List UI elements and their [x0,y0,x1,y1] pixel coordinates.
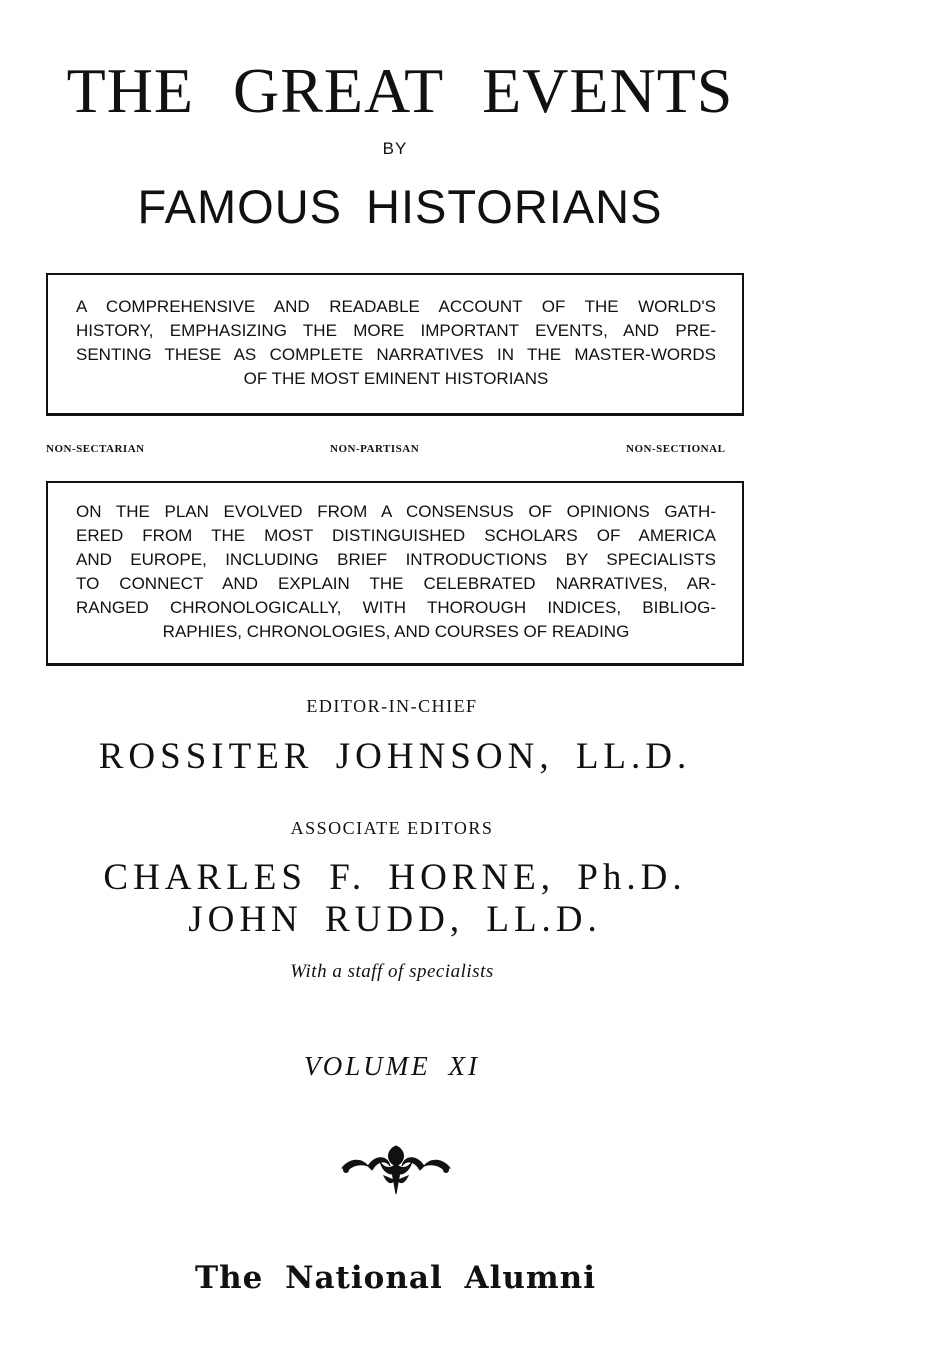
associate-editor-horne: CHARLES F. HORNE, Ph.D. [103,857,687,898]
description-line: SENTING THESE AS COMPLETE NARRATIVES IN THE MASTER-WORDS [76,345,716,364]
staff-note: With a staff of specialists [290,961,494,982]
editor-in-chief-name: ROSSITER JOHNSON, LL.D. [98,736,692,777]
tagline-non-sectional: NON-SECTIONAL [626,443,726,455]
plan-box [46,481,744,666]
publisher-name: The National Alumni [195,1260,596,1296]
book-subtitle: FAMOUS HISTORIANS [137,180,663,233]
associate-editors-label: ASSOCIATE EDITORS [290,818,494,838]
plan-line: ON THE PLAN EVOLVED FROM A CONSENSUS OF OPINIONS GATH- [76,502,716,521]
fleuron-ornament-icon [336,1140,456,1200]
plan-line: RANGED CHRONOLOGICALLY, WITH THOROUGH INDICES, BIBLIOG- [76,598,716,617]
description-box [46,273,744,416]
plan-line: ERED FROM THE MOST DISTINGUISHED SCHOLARS OF AMERICA [76,526,716,545]
title-by: BY [382,139,408,158]
description-line: HISTORY, EMPHASIZING THE MORE IMPORTANT EVENTS, AND PRE- [76,321,716,340]
description-line: OF THE MOST EMINENT HISTORIANS [243,369,549,388]
plan-line: RAPHIES, CHRONOLOGIES, AND COURSES OF READING [162,622,630,641]
tagline-non-sectarian: NON-SECTARIAN [46,443,145,455]
description-line: A COMPREHENSIVE AND READABLE ACCOUNT OF THE WORLD'S [76,297,716,316]
plan-line: TO CONNECT AND EXPLAIN THE CELEBRATED NARRATIVES, AR- [76,574,716,593]
tagline-non-partisan: NON-PARTISAN [330,443,420,455]
book-title: THE GREAT EVENTS [66,55,734,126]
editor-in-chief-label: EDITOR-IN-CHIEF [306,696,478,716]
volume-label: VOLUME XI [304,1051,480,1081]
associate-editor-rudd: JOHN RUDD, LL.D. [188,899,602,940]
plan-line: AND EUROPE, INCLUDING BRIEF INTRODUCTIONS BY SPECIALISTS [76,550,716,569]
